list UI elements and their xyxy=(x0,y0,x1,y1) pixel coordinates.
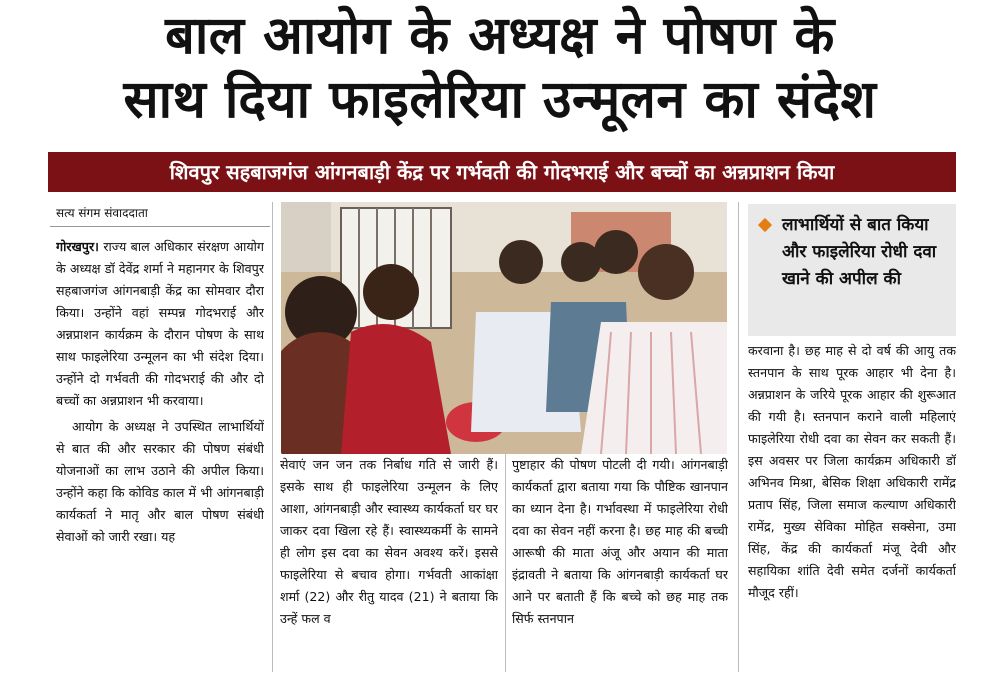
article-paragraph xyxy=(56,236,264,412)
column-divider xyxy=(738,202,739,672)
article-column-3 xyxy=(512,454,728,672)
headline xyxy=(0,4,1000,132)
article-column-4 xyxy=(748,340,956,672)
news-photo xyxy=(281,202,727,454)
article-paragraph: करवाना है। छह माह से दो वर्ष की आयु तक स्तनपान के साथ पूरक आहार भी देना है। अन्नप्राशन के जरिये पूरक आहार की शुरूआत की गयी है। स्तनपान कराने वाली महिलाएं फाइलेरिया रोधी दवा का सेवन कर सकती हैं। इस अवसर पर जिला कार्यक्रम अधिकारी डॉ अभिनव मिश्रा, बेसिक शिक्षा अधिकारी रामेंद्र प्रताप सिंह, जिला समाज कल्याण अधिकारी रामेंद्र, मुख्य सेविका मोहित सक्सेना, उमा सिंह, केंद्र की कार्यकर्ता मंजू देवी और सहायिका शांति देवी समेत दर्जनों कार्यकर्ता मौजूद रहीं। xyxy=(748,343,956,600)
subheadline-bar xyxy=(48,152,956,192)
dateline: गोरखपुर। xyxy=(56,239,99,254)
column-divider xyxy=(272,202,273,672)
subheadline-text: शिवपुर सहबाजगंज आंगनबाड़ी केंद्र पर गर्भवती की गोदभराई और बच्चों का अन्नप्राशन किया xyxy=(169,160,835,184)
callout-box xyxy=(748,204,956,336)
byline: सत्य संगम संवाददाता xyxy=(56,206,148,220)
article-paragraph: पुष्टाहार की पोषण पोटली दी गयी। आंगनबाड़ी कार्यकर्ता द्वारा बताया गया कि पौष्टिक खानपान का ध्यान देना है। गर्भावस्था में फाइलेरिया रोधी दवा का सेवन नहीं करना है। छह माह की बच्ची आरूषी की माता अंजू और अयान की माता इंद्रावती ने बताया कि आंगनबाड़ी कार्यकर्ता घर आने पर बताती हैं कि बच्चे को छह माह तक सिर्फ स्तनपान xyxy=(512,457,728,626)
article-column-2 xyxy=(280,454,498,672)
article-column-1 xyxy=(56,236,264,672)
callout-text: लाभार्थियों से बात किया और फाइलेरिया रोधी दवा खाने की अपील की xyxy=(782,215,937,289)
diamond-bullet-icon xyxy=(758,218,772,232)
photo-illustration xyxy=(281,202,727,454)
column-divider xyxy=(505,454,506,672)
article-paragraph: आयोग के अध्यक्ष ने उपस्थित लाभार्थियों से बात की और सरकार की पोषण संबंधी योजनाओं का लाभ उठाने की अपील किया। उन्होंने कहा कि कोविड काल में भी आंगनबाड़ी कार्यकर्ता ने मातृ और बाल पोषण संबंधी सेवाओं को जारी रखा। यह xyxy=(56,419,264,544)
headline-line-1: बाल आयोग के अध्यक्ष ने पोषण के xyxy=(165,6,835,66)
paragraph-text: राज्य बाल अधिकार संरक्षण आयोग के अध्यक्ष डॉ देवेंद्र शर्मा ने महानगर के शिवपुर सहबाजगंज आंगनबाड़ी केंद्र का सोमवार दौरा किया। उन्होंने वहां सम्पन्न गोदभराई और अन्नप्राशन कार्यक्रम के दौरान पोषण के साथ साथ फाइलेरिया उन्मूलन का भी संदेश दिया। उन्होंने दो गर्भवती की गोदभराई की और दो बच्चों का अन्नप्राशन भी करवाया। xyxy=(56,239,264,408)
byline-divider xyxy=(50,226,270,227)
article-paragraph: सेवाएं जन जन तक निर्बाध गति से जारी हैं। इसके साथ ही फाइलेरिया उन्मूलन के लिए आशा, आंगनबाड़ी और स्वास्थ्य कार्यकर्ता घर घर जाकर दवा खिला रहे हैं। स्वास्थ्यकर्मी के सामने ही लोग इस दवा का सेवन अवश्य करें। इससे फाइलेरिया से बचाव होगा। गर्भवती आकांक्षा शर्मा (22) और रीतु यादव (21) ने बताया कि उन्हें फल व xyxy=(280,457,498,626)
headline-line-2: साथ दिया फाइलेरिया उन्मूलन का संदेश xyxy=(123,70,877,130)
